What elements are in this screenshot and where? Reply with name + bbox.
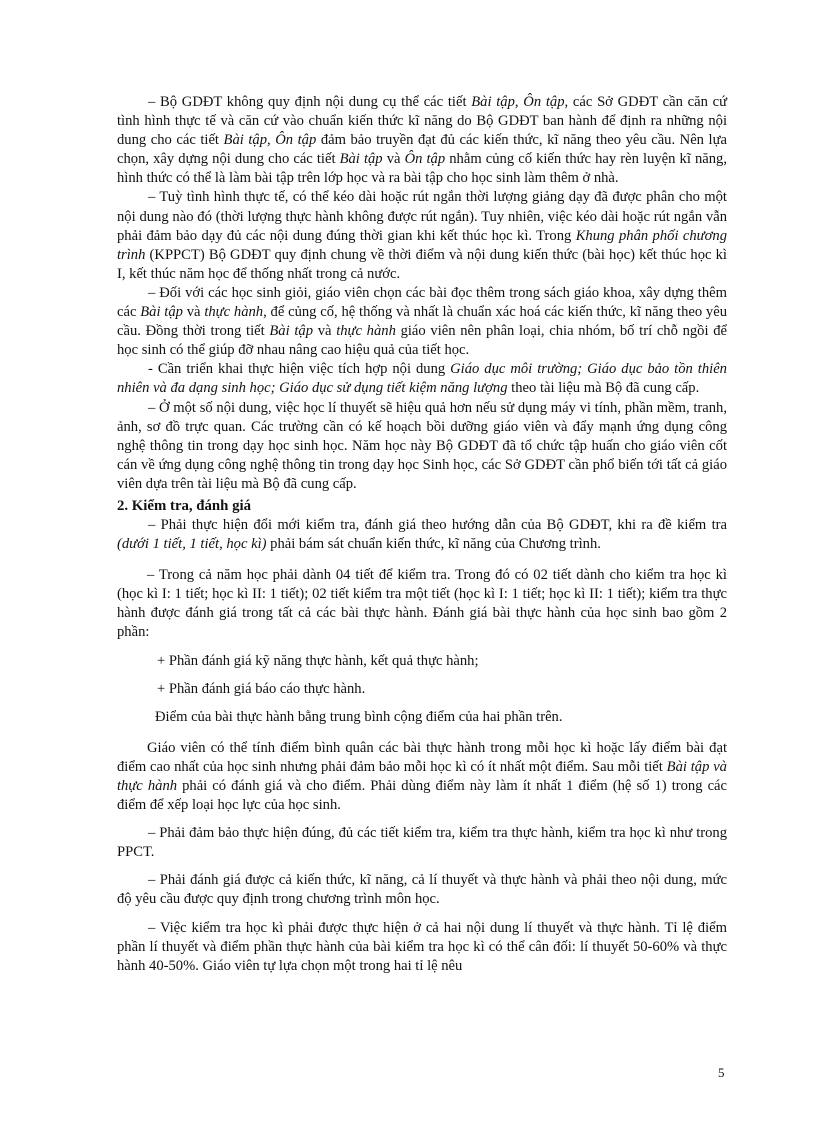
text-run: – Phải thực hiện đổi mới kiểm tra, đánh giá theo hướng dẫn của Bộ GDĐT, khi ra đề kiểm tra (148, 516, 727, 533)
text-run: – Việc kiểm tra học kì phải được thực hiện ở cả hai nội dung lí thuyết và thực hành. Tỉ lệ điểm phần lí thuyết và điểm phần thực hành của bài kiểm tra học kì có thể cân đối: lí thuyết 50-60% và thực hành 40-50%. Giáo viên tự lựa chọn một trong hai tỉ lệ nêu (117, 919, 727, 974)
text-run: , (267, 132, 276, 149)
text-run: nhằm củng cố kiến thức hay rèn luyện kĩ năng, hình thức có thể là làm bài tập trên lớp học và ra bài tập cho học sinh làm thêm ở nhà. (117, 151, 727, 187)
paragraph-score (117, 708, 727, 727)
italic-text: Bài tập, Ôn tập (471, 94, 565, 110)
italic-text: thực hành (204, 304, 264, 321)
text-run: giáo viên nên phân loại, chia nhóm, bố trí chỗ ngồi để học sinh có thể giúp đỡ nhau nâng cao hiệu quả của tiết học. (117, 323, 728, 359)
list-item-skills (117, 652, 727, 671)
paragraph-4 (117, 360, 727, 398)
text-run: – Bộ GDĐT không quy định nội dung cụ thể các tiết (148, 94, 472, 110)
text-run: , để củng cố, hệ thống và nhất là chuẩn xác hoá các kiến thức, kĩ năng theo yêu cầu. Đồng thời trong tiết (117, 304, 728, 340)
text-run: – Ở một số nội dung, việc học lí thuyết sẽ hiệu quả hơn nếu sử dụng máy vi tính, phần mềm, tranh, ảnh, sơ đồ trực quan. Các trường cần có kế hoạch bồi dưỡng giáo viên và đẩy mạnh ứng dụng công nghệ thông tin trong dạy học sinh học. Năm học này Bộ GDĐT đã tổ chức tập huấn cho giáo viên cốt cán về ứng dụng công nghệ thông tin trong dạy học Sinh học, các Sở GDĐT cần phổ biến tới tất cả giáo viên dựa trên tài liệu mà Bộ đã cung cấp. (117, 399, 727, 492)
text-run: – Trong cả năm học phải dành 04 tiết để kiểm tra. Trong đó có 02 tiết dành cho kiểm tra học kì (học kì I: 1 tiết; học kì II: 1 tiết); 02 tiết kiểm tra một tiết (học kì I: 1 tiết; học kì II: 1 tiết); kiểm tra thực hành được đánh giá trong tất cả các bài thực hành. Đánh giá bài thực hành của học sinh bao gồm 2 phần: (117, 567, 727, 641)
paragraph-1 (117, 93, 727, 188)
text-run: đảm bảo truyền đạt đủ các kiến thức, kĩ năng theo yêu cầu. Nên lựa chọn, xây dựng nội dung cho các tiết (117, 132, 727, 168)
text-run: , các Sở GDĐT cần căn cứ tình hình thực tế và căn cứ vào chuẩn kiến thức kĩ năng do Bộ GDĐT ban hành để định ra những nội dung cho các tiết (117, 94, 727, 149)
italic-text: (dưới 1 tiết, 1 tiết, học kì) (117, 536, 267, 553)
paragraph-exam-2 (117, 566, 727, 642)
italic-text: Bài tập và thực hành (117, 758, 727, 794)
italic-text: Bài tập (269, 323, 314, 340)
italic-text: Bài tập (339, 151, 383, 168)
paragraph-exam-1 (117, 516, 727, 554)
text-run: Giáo viên có thể tính điểm bình quân các bài thực hành trong mỗi học kì hoặc lấy điểm bài đạt điểm cao nhất của học sinh nhưng phải đảm bảo mỗi học kì có ít nhất một điểm. Sau mỗi tiết (117, 739, 727, 775)
italic-text: Ôn tập (275, 132, 317, 149)
italic-text: Giáo dục môi trường; Giáo dục bảo tồn thiên nhiên và đa dạng sinh học; Giáo dục sử dụng tiết kiệm năng lượng (117, 361, 727, 397)
italic-text: thực hành (336, 323, 396, 340)
paragraph-exam-3 (117, 739, 727, 815)
italic-text: Bài tập (140, 304, 183, 321)
italic-text: Khung phân phối chương trình (117, 227, 727, 263)
italic-text: Bài tập (223, 132, 268, 149)
section-heading: 2. Kiểm tra, đánh giá (117, 497, 251, 514)
text-run: và (382, 151, 405, 168)
text-run: - Cần triển khai thực hiện việc tích hợp nội dung (148, 361, 451, 378)
paragraph-exam-5 (117, 871, 727, 909)
text-run: Điểm của bài thực hành bằng trung bình cộng điểm của hai phần trên. (155, 708, 563, 725)
paragraph-exam-4 (117, 824, 727, 862)
text-run: và (313, 323, 337, 340)
text-run: và (182, 304, 205, 321)
text-run: + Phần đánh giá kỹ năng thực hành, kết quả thực hành; (157, 652, 479, 669)
italic-text: Ôn tập (404, 151, 446, 168)
list-item-report (117, 680, 727, 699)
text-run: theo tài liệu mà Bộ đã cung cấp. (507, 380, 700, 397)
paragraph-2 (117, 188, 727, 283)
paragraph-5 (117, 399, 727, 494)
text-run: – Tuỳ tình hình thực tế, có thể kéo dài hoặc rút ngắn thời lượng giảng dạy đã được phân cho một nội dung nào đó (thời lượng thực hành không được rút ngắn). Tuy nhiên, việc kéo dài hoặc rút ngắn vẫn phải đảm bảo dạy đủ các nội dung đúng thời gian khi kết thúc học kì. Trong (117, 189, 727, 244)
paragraph-3 (117, 284, 727, 360)
text-run: phải có đánh giá và cho điểm. Phải dùng điểm này làm ít nhất 1 điểm (hệ số 1) trong các điểm để xếp loại học lực của học sinh. (117, 778, 728, 814)
text-run: – Đối với các học sinh giỏi, giáo viên chọn các bài đọc thêm trong sách giáo khoa, xây dựng thêm các (117, 284, 727, 321)
paragraph-exam-6 (117, 919, 727, 976)
text-run: – Phải đảm bảo thực hiện đúng, đủ các tiết kiểm tra, kiểm tra thực hành, kiểm tra học kì như trong PPCT. (117, 825, 727, 861)
text-run: – Phải đánh giá được cả kiến thức, kĩ năng, cả lí thuyết và thực hành và phải theo nội dung, mức độ yêu cầu được quy định trong chương trình môn học. (117, 872, 727, 908)
text-run: (KPPCT) Bộ GDĐT quy định chung về thời điểm và nội dung kiến thức (bài học) kết thúc học kì I, kết thúc năm học để thống nhất trong cả nước. (117, 246, 727, 282)
text-run: phải bám sát chuẩn kiến thức, kĩ năng của Chương trình. (266, 536, 601, 553)
text-run: + Phần đánh giá báo cáo thực hành. (157, 680, 366, 697)
page-number: 5 (718, 1065, 725, 1080)
